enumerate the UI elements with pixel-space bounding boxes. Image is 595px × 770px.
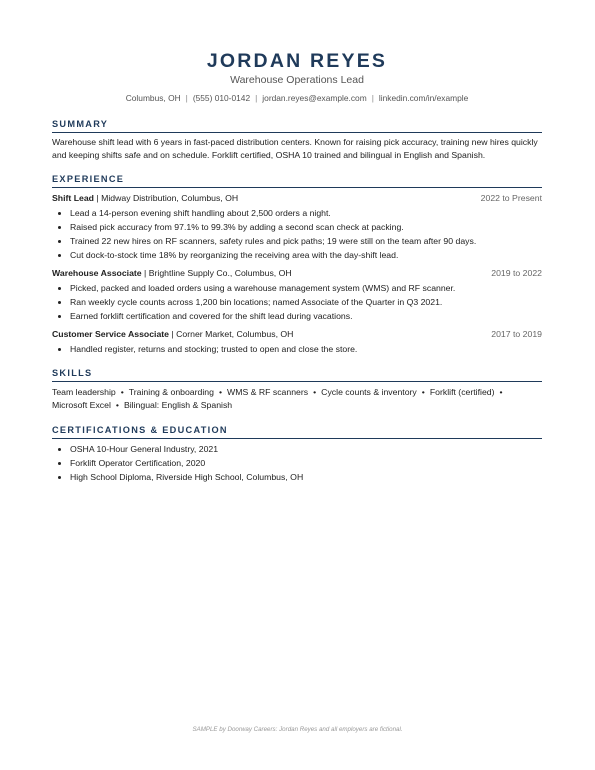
list-item: • Picked, packed and loaded orders using a warehouse management system (WMS) and RF scanner. — [70, 281, 542, 295]
list-item: • Forklift Operator Certification, 2020 — [70, 456, 542, 470]
contact-location: Columbus, OH — [125, 93, 181, 103]
skill-item: WMS & RF scanners — [227, 387, 309, 397]
summary-section — [52, 118, 542, 161]
contact-line — [52, 92, 542, 104]
list-item: • Lead a 14-person evening shift handling about 2,500 orders a night. — [70, 206, 542, 220]
section-title: SKILLS — [52, 367, 542, 382]
skill-item: Training & onboarding — [128, 387, 214, 397]
job-bullets — [52, 206, 542, 262]
job-entry — [52, 192, 542, 262]
job-bullets — [52, 342, 542, 356]
job-header — [52, 267, 542, 280]
list-item: • Ran weekly cycle counts across 1,200 bin locations; named Associate of the Quarter in Q3 2021. — [70, 295, 542, 309]
section-title: SUMMARY — [52, 118, 542, 133]
job-entry — [52, 267, 542, 323]
job-entry — [52, 328, 542, 356]
summary-text: Warehouse shift lead with 6 years in fast-paced distribution centers. Known for raising pick accuracy, training new hires quickly and keeping shifts safe and on schedule. Forklift certified, OSHA 10 trained and bilingual in English and Spanish. — [52, 137, 538, 160]
job-org: Brightline Supply Co., Columbus, OH — [148, 268, 292, 278]
contact-separator: | — [371, 93, 374, 103]
sample-footer: SAMPLE by Doorway Careers: Jordan Reyes and all employers are fictional. — [192, 726, 403, 733]
skill-item: Cycle counts & inventory — [321, 387, 417, 397]
job-heading: Warehouse Associate | Brightline Supply Co., Columbus, OH — [52, 268, 292, 278]
bullet-separator: • — [499, 387, 503, 397]
skill-item: Bilingual: English & Spanish — [123, 399, 233, 410]
list-item: • Earned forklift certification and covered for the shift lead during vacations. — [70, 309, 542, 323]
job-dates: 2017 to 2019 — [491, 329, 542, 339]
candidate-name: JORDAN REYES — [206, 50, 388, 72]
job-org: Midway Distribution, Columbus, OH — [101, 193, 239, 203]
bullet-separator: • — [115, 399, 119, 410]
bullet-separator: • — [120, 387, 124, 397]
skill-item: Microsoft Excel — [52, 399, 111, 410]
job-title: Shift Lead — [52, 193, 94, 203]
section-title: CERTIFICATIONS & EDUCATION — [52, 424, 542, 439]
candidate-role: Warehouse Operations Lead — [230, 74, 364, 86]
bullet-separator: • — [218, 387, 223, 397]
job-org: Corner Market, Columbus, OH — [176, 329, 294, 339]
contact-separator: | — [185, 93, 188, 103]
list-item: • Raised pick accuracy from 97.1% to 99.3% by adding a second scan check at packing. — [70, 220, 542, 234]
resume-page — [52, 0, 542, 484]
job-heading: Customer Service Associate | Corner Market, Columbus, OH — [52, 329, 294, 339]
skill-item: Forklift (certified) — [429, 387, 495, 397]
list-item: • Trained 22 new hires on RF scanners, safety rules and pick paths; 19 were still on the team after 90 days. — [70, 234, 542, 248]
job-header — [52, 328, 542, 341]
job-bullets — [52, 281, 542, 323]
job-dates: 2019 to 2022 — [491, 268, 542, 278]
job-heading: Shift Lead | Midway Distribution, Columbus, OH — [52, 193, 239, 203]
job-title: Warehouse Associate — [52, 268, 142, 278]
section-title: EXPERIENCE — [52, 173, 542, 188]
skill-item: Team leadership — [52, 387, 116, 397]
experience-section — [52, 173, 542, 356]
contact-linkedin[interactable]: linkedin.com/in/example — [378, 93, 469, 103]
certifications-section — [52, 424, 542, 484]
list-item: • Cut dock-to-stock time 18% by reorganizing the receiving area with the day-shift lead. — [70, 248, 542, 262]
certifications-list — [52, 442, 542, 484]
bullet-separator: • — [421, 387, 425, 397]
list-item: • High School Diploma, Riverside High School, Columbus, OH — [70, 470, 542, 484]
bullet-separator: • — [313, 387, 317, 397]
job-title: Customer Service Associate — [52, 329, 170, 339]
list-item: • Handled register, returns and stocking; trusted to open and close the store. — [70, 342, 542, 356]
skills-list — [52, 386, 542, 411]
job-header — [52, 192, 542, 205]
skills-section — [52, 367, 542, 411]
contact-separator: | — [255, 93, 258, 103]
list-item: • OSHA 10-Hour General Industry, 2021 — [70, 442, 542, 456]
contact-phone: (555) 010-0142 — [192, 93, 251, 103]
contact-email[interactable]: jordan.reyes@example.com — [262, 93, 367, 103]
job-dates: 2022 to Present — [480, 193, 542, 203]
